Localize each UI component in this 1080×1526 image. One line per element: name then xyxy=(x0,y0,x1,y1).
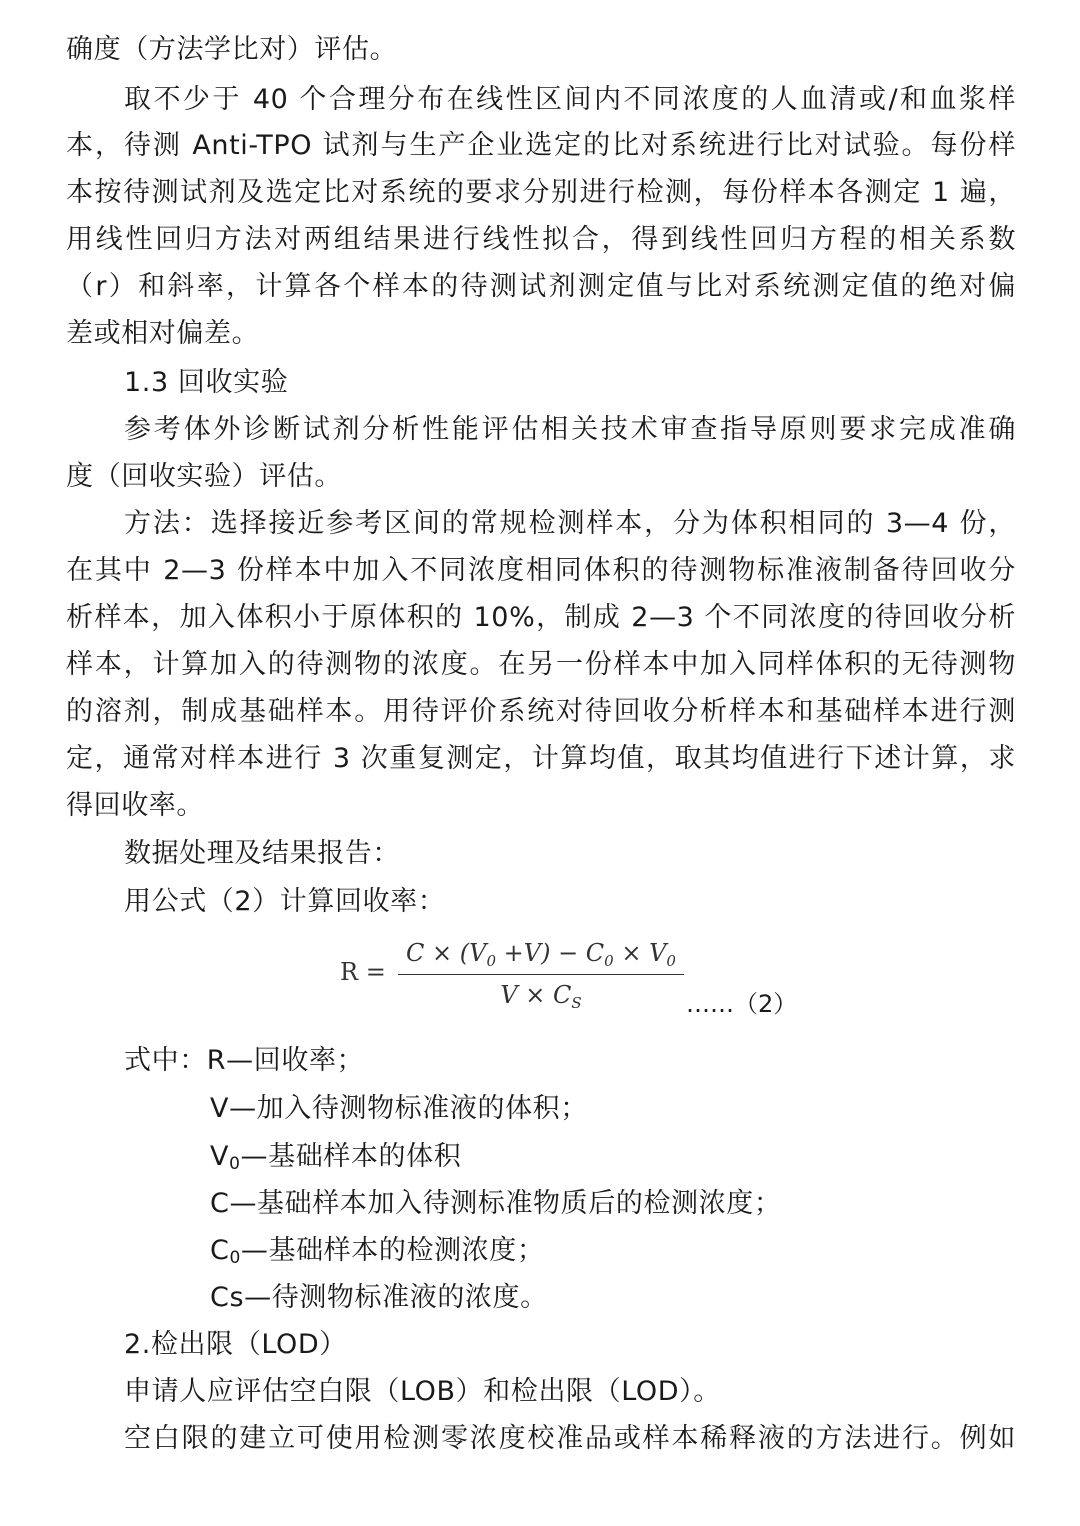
fraction-bar xyxy=(398,974,684,975)
definition-v0: $V_0—$基础样本的体积 xyxy=(210,1141,462,1174)
paragraph-line: 空白限的建立可使用检测零浓度校准品或样本稀释液的方法进行。例如 xyxy=(124,1423,1016,1454)
definition-v: V—加入待测物标准液的体积； xyxy=(210,1093,588,1124)
definition-cs: Cs—待测物标准液的浓度。 xyxy=(210,1282,548,1313)
paragraph-line: 数据处理及结果报告： xyxy=(124,838,400,869)
paragraph-line: （r）和斜率，计算各个样本的待测试剂测定值与比对系统测定值的绝对偏 xyxy=(66,271,1016,302)
definition-c0: $C_0—$基础样本的检测浓度； xyxy=(210,1235,545,1268)
formula-numerator: $C \times (V_0 +V) - C_0 \times V_0$ xyxy=(406,939,676,970)
paragraph-line: 用公式（2）计算回收率： xyxy=(124,886,446,917)
paragraph-line: 差或相对偏差。 xyxy=(66,318,260,349)
paragraph-line: 参考体外诊断试剂分析性能评估相关技术审查指导原则要求完成准确 xyxy=(124,414,1016,445)
paragraph-line: 在其中 2—3 份样本中加入不同浓度相同体积的待测物标准液制备待回收分 xyxy=(66,555,1016,586)
formula-denominator: $V \times C_S$ xyxy=(500,981,582,1012)
paragraph-line: 析样本，加入体积小于原体积的 10%，制成 2—3 个不同浓度的待回收分析 xyxy=(66,602,1016,633)
equation-number: ……（2） xyxy=(686,990,798,1018)
paragraph-line: 方法：选择接近参考区间的常规检测样本，分为体积相同的 3—4 份， xyxy=(124,508,1016,539)
definition-intro: 式中：R—回收率； xyxy=(124,1045,365,1076)
section-heading: 2.检出限（LOD） xyxy=(124,1329,347,1360)
recovery-formula xyxy=(340,938,700,1018)
paragraph-line: 本，待测 Anti-TPO 试剂与生产企业选定的比对系统进行比对试验。每份样 xyxy=(66,130,1016,161)
paragraph-line: 定，通常对样本进行 3 次重复测定，计算均值，取其均值进行下述计算，求 xyxy=(66,743,1016,774)
paragraph-line: 用线性回归方法对两组结果进行线性拟合，得到线性回归方程的相关系数 xyxy=(66,224,1016,255)
paragraph-line: 度（回收实验）评估。 xyxy=(66,461,342,492)
paragraph-line: 得回收率。 xyxy=(66,790,204,821)
paragraph-line: 的溶剂，制成基础样本。用待评价系统对待回收分析样本和基础样本进行测 xyxy=(66,696,1016,727)
formula-lhs: R = xyxy=(340,958,386,986)
definition-c: C—基础样本加入待测标准物质后的检测浓度； xyxy=(210,1188,782,1219)
paragraph-line: 确度（方法学比对）评估。 xyxy=(66,34,398,65)
section-heading: 1.3 回收实验 xyxy=(124,367,289,398)
paragraph-line: 本按待测试剂及选定比对系统的要求分别进行检测，每份样本各测定 1 遍， xyxy=(66,177,1016,208)
paragraph-line: 取不少于 40 个合理分布在线性区间内不同浓度的人血清或/和血浆样 xyxy=(124,84,1016,115)
paragraph-line: 申请人应评估空白限（LOB）和检出限（LOD）。 xyxy=(124,1376,721,1407)
paragraph-line: 样本，计算加入的待测物的浓度。在另一份样本中加入同样体积的无待测物 xyxy=(66,649,1016,680)
